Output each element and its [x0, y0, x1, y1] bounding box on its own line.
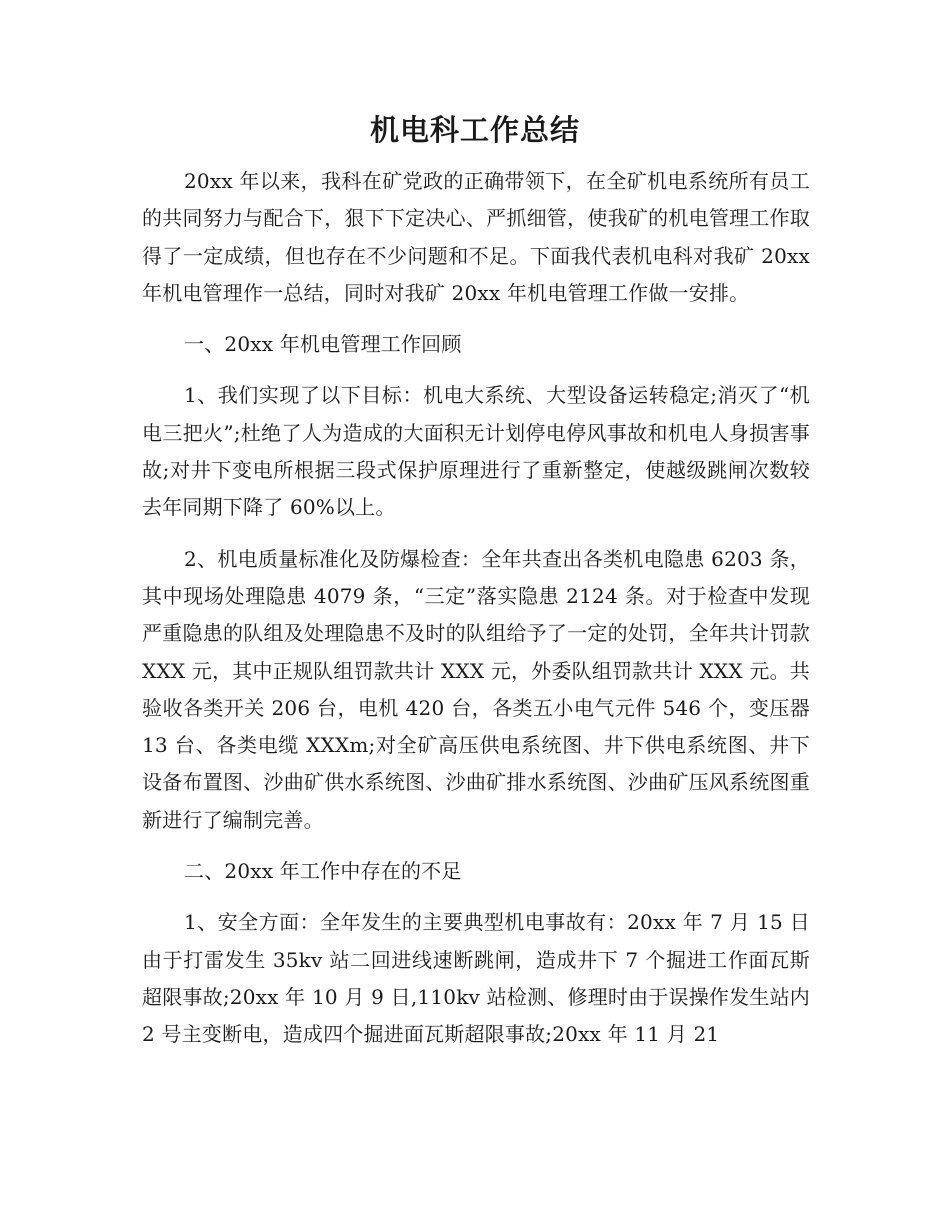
section-heading-shortcomings: 二、20xx 年工作中存在的不足: [184, 859, 462, 884]
paragraph-inspection: 2、机电质量标准化及防爆检查：全年共查出各类机电隐患 6203 条，其中现场处理隐患 4079 条，“三定”落实隐患 2124 条。对于检查中发现严重隐患的队组及处理隐患不及时的队组给予了一定的处罚，全年共计罚款 XXX 元，其中正规队组罚款共计 XXX 元，外委队组罚款共计 XXX 元。共验收各类开关 206 台，电机 420 台，各类五小电气元件 546 个，变压器 13 台、各类电缆 XXXm;对全矿高压供电系统图、井下供电系统图、井下设备布置图、沙曲矿供水系统图、沙曲矿排水系统图、沙曲矿压风系统图重新进行了编制完善。: [142, 546, 810, 832]
section-heading-review: 一、20xx 年机电管理工作回顾: [184, 332, 462, 357]
paragraph-safety: 1、安全方面：全年发生的主要典型机电事故有：20xx 年 7 月 15 日由于打雷发生 35kv 站二回进线速断跳闸，造成井下 7 个掘进工作面瓦斯超限事故;20xx 年 10 月 9 日,110kv 站检测、修理时由于误操作发生站内 2 号主变断电，造成四个掘进面瓦斯超限事故;20xx 年 11 月 21: [142, 910, 810, 1047]
intro-paragraph: 20xx 年以来，我科在矿党政的正确带领下，在全矿机电系统所有员工的共同努力与配合下，狠下下定决心、严抓细管，使我矿的机电管理工作取得了一定成绩，但也存在不少问题和不足。下面我代表机电科对我矿 20xx 年机电管理作一总结，同时对我矿 20xx 年机电管理工作做一安排。: [142, 169, 810, 305]
document-body: [142, 163, 810, 1054]
paragraph-goals: 1、我们实现了以下目标：机电大系统、大型设备运转稳定;消灭了“机电三把火”;杜绝了人为造成的大面积无计划停电停风事故和机电人身损害事故;对井下变电所根据三段式保护原理进行了重新整定，使越级跳闸次数较去年同期下降了 60%以上。: [142, 383, 810, 520]
document-title: 机电科工作总结: [369, 113, 580, 147]
